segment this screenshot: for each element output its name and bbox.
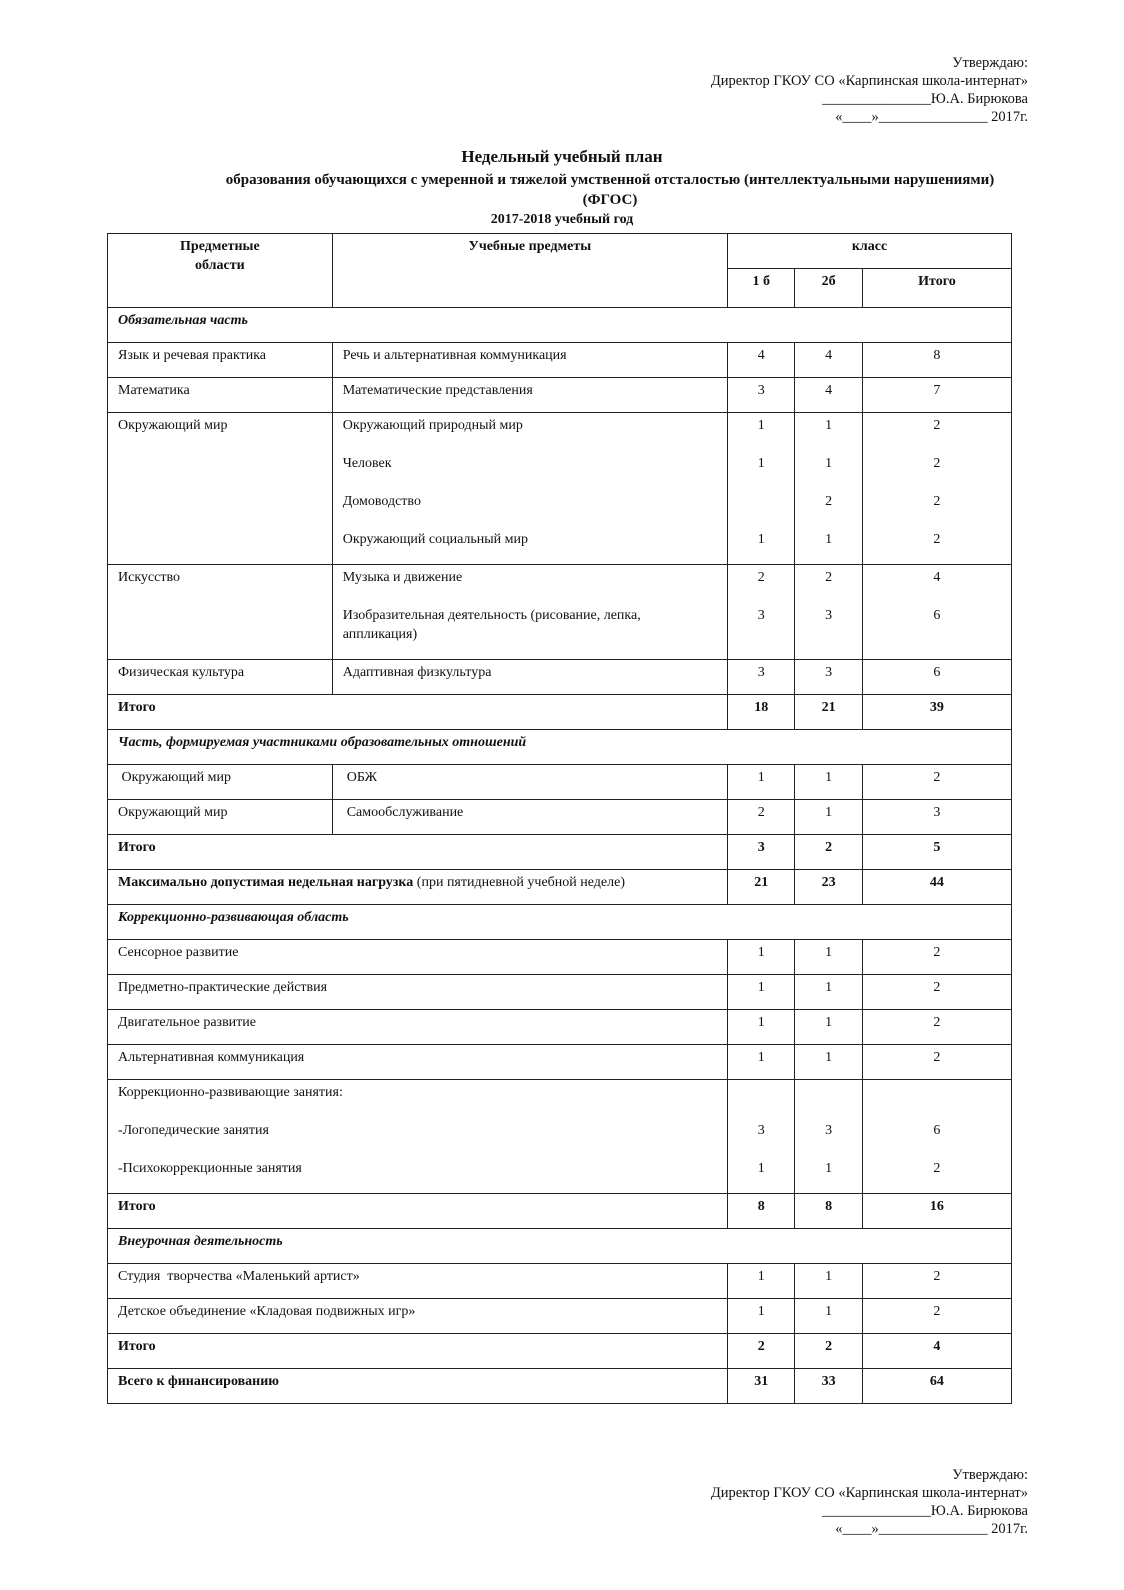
hours-2b: 23 <box>795 870 862 905</box>
table-row <box>108 565 1012 660</box>
hours-1b: 1 <box>728 1010 795 1045</box>
area-cell: Окружающий мир <box>108 413 333 565</box>
activity-cell: Коррекционно-развивающие занятия: -Логопедические занятия -Психокоррекционные занятия <box>108 1080 728 1194</box>
hours-total: 6 <box>862 660 1011 695</box>
hours-1b: 1 <box>728 975 795 1010</box>
hours-2b: 1 <box>795 1045 862 1080</box>
hours-1b: 8 <box>728 1194 795 1229</box>
hours-1b: 3 <box>728 835 795 870</box>
hours-1b: 2 <box>728 1334 795 1369</box>
hours-total: 2 <box>862 975 1011 1010</box>
table-row <box>108 800 1012 835</box>
hours-total: 2 <box>862 1045 1011 1080</box>
hours-total: 8 <box>862 343 1011 378</box>
total-label: Итого <box>108 835 728 870</box>
total-row <box>108 1334 1012 1369</box>
hours-2b: 1 <box>795 1010 862 1045</box>
table-row <box>108 1299 1012 1334</box>
approval-block-top <box>711 54 1028 126</box>
hours-total: 2 2 2 2 <box>862 413 1011 565</box>
hours-1b: 1 <box>728 1264 795 1299</box>
total-row <box>108 695 1012 730</box>
max-load-label: Максимально допустимая недельная нагрузка (при пятидневной учебной неделе) <box>108 870 728 905</box>
grand-total-row <box>108 1369 1012 1404</box>
hours-2b: 2 3 <box>795 565 862 660</box>
subtitle-standard: (ФГОС) <box>582 192 638 208</box>
hours-1b: 21 <box>728 870 795 905</box>
hours-1b: 2 3 <box>728 565 795 660</box>
subtitle-line: образования обучающихся с умеренной и тяжелой умственной отсталостью (интеллектуальными нарушениями) <box>225 172 995 188</box>
activity-cell: Предметно-практические действия <box>108 975 728 1010</box>
section-row <box>108 730 1012 765</box>
total-row <box>108 835 1012 870</box>
section-extracurricular: Внеурочная деятельность <box>108 1229 1012 1264</box>
hours-2b: 8 <box>795 1194 862 1229</box>
hours-1b: 1 <box>728 765 795 800</box>
activity-cell: Студия творчества «Маленький артист» <box>108 1264 728 1299</box>
table-row <box>108 975 1012 1010</box>
hours-2b: 2 <box>795 1334 862 1369</box>
hours-1b: 3 1 <box>728 1080 795 1194</box>
subject-cell: Самообслуживание <box>332 800 727 835</box>
approval-director: Директор ГКОУ СО «Карпинская школа-интернат» <box>710 1485 1028 1501</box>
max-load-row <box>108 870 1012 905</box>
hours-1b: 1 1 1 <box>728 413 795 565</box>
header-subjects: Учебные предметы <box>332 234 727 308</box>
table-row <box>108 940 1012 975</box>
subject-cell: ОБЖ <box>332 765 727 800</box>
activity-cell: Детское объединение «Кладовая подвижных игр» <box>108 1299 728 1334</box>
hours-1b: 2 <box>728 800 795 835</box>
subject-cell: Адаптивная физкультура <box>332 660 727 695</box>
hours-2b: 21 <box>795 695 862 730</box>
hours-total: 2 <box>862 1264 1011 1299</box>
subject-cell: Речь и альтернативная коммуникация <box>332 343 727 378</box>
subject-cell: Математические представления <box>332 378 727 413</box>
hours-total: 7 <box>862 378 1011 413</box>
page-subtitle <box>160 170 1060 210</box>
hours-total: 5 <box>862 835 1011 870</box>
activity-cell: Альтернативная коммуникация <box>108 1045 728 1080</box>
hours-1b: 3 <box>728 660 795 695</box>
table-row <box>108 1264 1012 1299</box>
hours-2b: 1 <box>795 800 862 835</box>
total-label: Итого <box>108 695 728 730</box>
hours-2b: 3 <box>795 660 862 695</box>
header-class: класс <box>728 234 1012 269</box>
hours-2b: 1 1 2 1 <box>795 413 862 565</box>
hours-1b: 1 <box>728 1299 795 1334</box>
hours-total: 6 2 <box>862 1080 1011 1194</box>
table-row <box>108 1045 1012 1080</box>
approval-line: Утверждаю: <box>952 55 1028 71</box>
curriculum-table <box>107 233 1012 1404</box>
hours-1b: 3 <box>728 378 795 413</box>
hours-2b: 1 <box>795 975 862 1010</box>
hours-1b: 18 <box>728 695 795 730</box>
subject-cell: Окружающий природный мир Человек Домоводство Окружающий социальный мир <box>332 413 727 565</box>
approval-signature: _______________Ю.А. Бирюкова <box>822 91 1028 107</box>
area-cell: Математика <box>108 378 333 413</box>
hours-2b: 2 <box>795 835 862 870</box>
hours-total: 2 <box>862 940 1011 975</box>
table-row <box>108 1010 1012 1045</box>
hours-total: 16 <box>862 1194 1011 1229</box>
header-class-1b: 1 б <box>728 269 795 308</box>
section-row <box>108 1229 1012 1264</box>
approval-signature: _______________Ю.А. Бирюкова <box>822 1503 1028 1519</box>
approval-date: «____»_______________ 2017г. <box>835 109 1028 125</box>
header-areas: Предметные области <box>108 234 333 308</box>
section-row <box>108 905 1012 940</box>
hours-total: 4 <box>862 1334 1011 1369</box>
hours-total: 39 <box>862 695 1011 730</box>
section-correction: Коррекционно-развивающая область <box>108 905 1012 940</box>
subject-cell: Музыка и движение Изобразительная деятельность (рисование, лепка, аппликация) <box>332 565 727 660</box>
header-row <box>108 234 1012 269</box>
section-mandatory: Обязательная часть <box>108 308 1012 343</box>
table-row <box>108 660 1012 695</box>
hours-2b: 1 <box>795 1264 862 1299</box>
hours-total: 44 <box>862 870 1011 905</box>
approval-director: Директор ГКОУ СО «Карпинская школа-интернат» <box>710 73 1028 89</box>
page-title: Недельный учебный план <box>461 147 663 166</box>
table-row <box>108 378 1012 413</box>
hours-2b: 3 1 <box>795 1080 862 1194</box>
approval-date: «____»_______________ 2017г. <box>835 1521 1028 1537</box>
hours-1b: 4 <box>728 343 795 378</box>
area-cell: Язык и речевая практика <box>108 343 333 378</box>
table-row <box>108 343 1012 378</box>
hours-2b: 1 <box>795 940 862 975</box>
section-participants: Часть, формируемая участниками образовательных отношений <box>108 730 1012 765</box>
total-row <box>108 1194 1012 1229</box>
hours-2b: 1 <box>795 765 862 800</box>
hours-total: 2 <box>862 1010 1011 1045</box>
section-row <box>108 308 1012 343</box>
area-cell: Физическая культура <box>108 660 333 695</box>
hours-total: 4 6 <box>862 565 1011 660</box>
total-label: Итого <box>108 1334 728 1369</box>
hours-1b: 1 <box>728 940 795 975</box>
table-row <box>108 765 1012 800</box>
hours-2b: 4 <box>795 378 862 413</box>
hours-2b: 1 <box>795 1299 862 1334</box>
hours-2b: 33 <box>795 1369 862 1404</box>
academic-year: 2017-2018 учебный год <box>490 212 634 227</box>
area-cell: Окружающий мир <box>108 765 333 800</box>
area-cell: Окружающий мир <box>108 800 333 835</box>
hours-total: 64 <box>862 1369 1011 1404</box>
table-row <box>108 1080 1012 1194</box>
hours-total: 3 <box>862 800 1011 835</box>
approval-block-bottom <box>711 1466 1028 1538</box>
hours-1b: 31 <box>728 1369 795 1404</box>
activity-cell: Двигательное развитие <box>108 1010 728 1045</box>
hours-total: 2 <box>862 765 1011 800</box>
table-row <box>108 413 1012 565</box>
hours-total: 2 <box>862 1299 1011 1334</box>
header-total: Итого <box>862 269 1011 308</box>
approval-line: Утверждаю: <box>952 1467 1028 1483</box>
hours-2b: 4 <box>795 343 862 378</box>
area-cell: Искусство <box>108 565 333 660</box>
header-class-2b: 2б <box>795 269 862 308</box>
activity-cell: Сенсорное развитие <box>108 940 728 975</box>
grand-total-label: Всего к финансированию <box>108 1369 728 1404</box>
total-label: Итого <box>108 1194 728 1229</box>
hours-1b: 1 <box>728 1045 795 1080</box>
